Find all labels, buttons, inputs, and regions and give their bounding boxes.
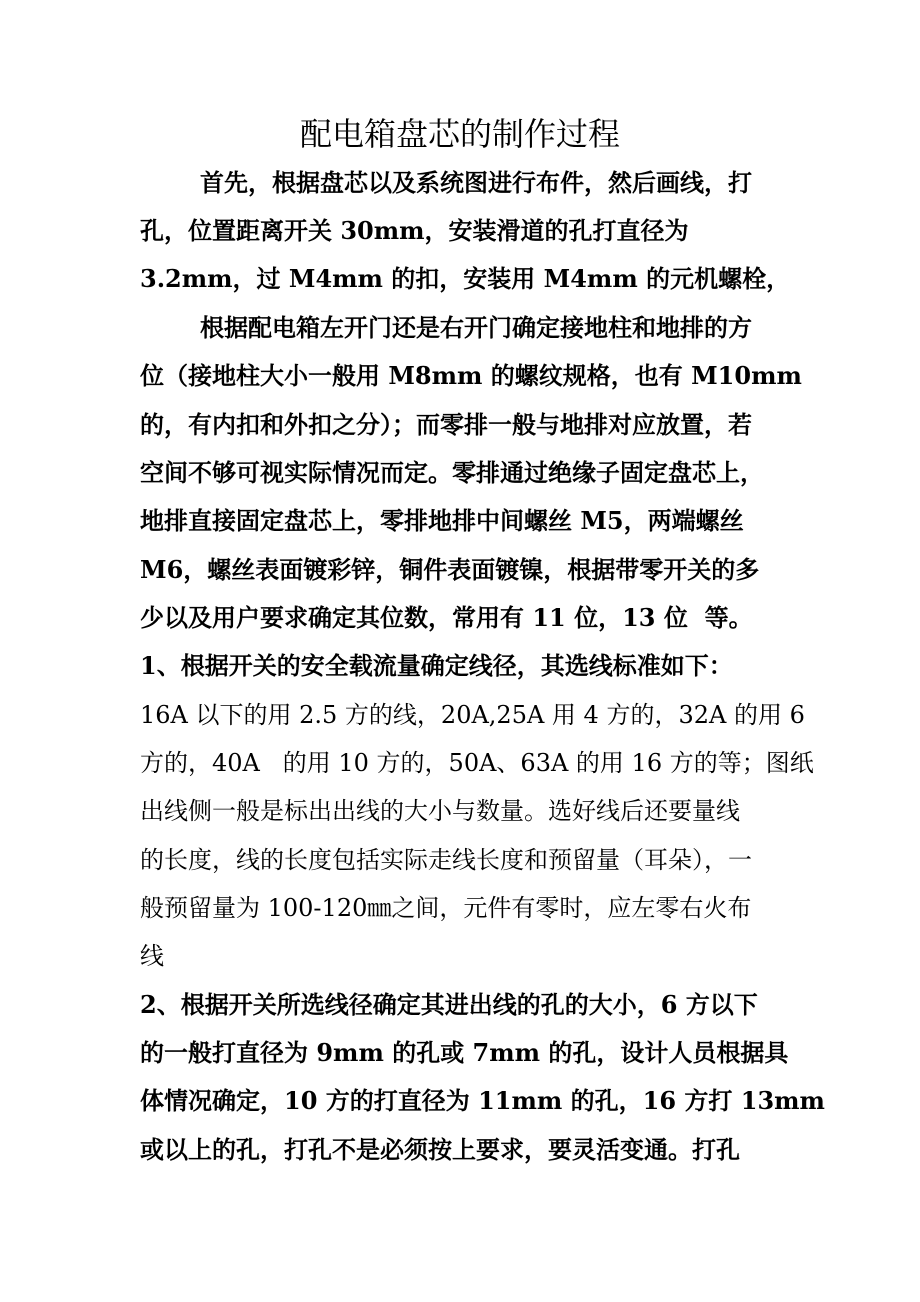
section-heading-1: 1、根据开关的安全载流量确定线径，其选线标准如下：: [140, 651, 733, 680]
paragraph-line: 地排直接固定盘芯上，零排地排中间螺丝 M5，两端螺丝: [140, 506, 744, 535]
paragraph-line: 出线侧一般是标出出线的大小与数量。选好线后还要量线: [140, 797, 740, 825]
paragraph-line: 位（接地柱大小一般用 M8mm 的螺纹规格，也有 M10mm: [140, 361, 802, 390]
paragraph-line: 的长度，线的长度包括实际走线长度和预留量（耳朵），一: [140, 846, 752, 874]
paragraph-line: 体情况确定，10 方的打直径为 11mm 的孔，16 方打 13mm: [140, 1086, 825, 1115]
paragraph-line: 的，有内扣和外扣之分）；而零排一般与地排对应放置，若: [140, 410, 752, 439]
page-title: 配电箱盘芯的制作过程: [299, 115, 620, 153]
paragraph-line: 首先，根据盘芯以及系统图进行布件，然后画线，打: [200, 168, 752, 197]
paragraph-line: 3.2mm，过 M4mm 的扣，安装用 M4mm 的元机螺栓，: [140, 264, 791, 293]
paragraph-line: 孔，位置距离开关 30mm，安装滑道的孔打直径为: [140, 216, 689, 245]
section-heading-2: 2、根据开关所选线径确定其进出线的孔的大小，6 方以下: [140, 990, 758, 1019]
paragraph-line: 般预留量为 100-120㎜之间，元件有零时，应左零右火布: [140, 894, 752, 922]
paragraph-line: 根据配电箱左开门还是右开门确定接地柱和地排的方: [200, 313, 752, 342]
paragraph-line: 方的，40A 的用 10 方的，50A、63A 的用 16 方的等；图纸: [140, 749, 814, 777]
paragraph-line: 空间不够可视实际情况而定。零排通过绝缘子固定盘芯上，: [140, 458, 764, 487]
paragraph-line: 或以上的孔，打孔不是必须按上要求，要灵活变通。打孔: [140, 1135, 740, 1164]
paragraph-line: 少以及用户要求确定其位数，常用有 11 位，13 位 等。: [140, 603, 753, 632]
paragraph-line: 16A 以下的用 2.5 方的线，20A,25A 用 4 方的，32A 的用 6: [140, 701, 805, 729]
paragraph-line: 的一般打直径为 9mm 的孔或 7mm 的孔，设计人员根据具: [140, 1038, 789, 1067]
paragraph-line: 线: [140, 942, 164, 970]
paragraph-line: M6，螺丝表面镀彩锌，铜件表面镀镍，根据带零开关的多: [140, 555, 760, 584]
